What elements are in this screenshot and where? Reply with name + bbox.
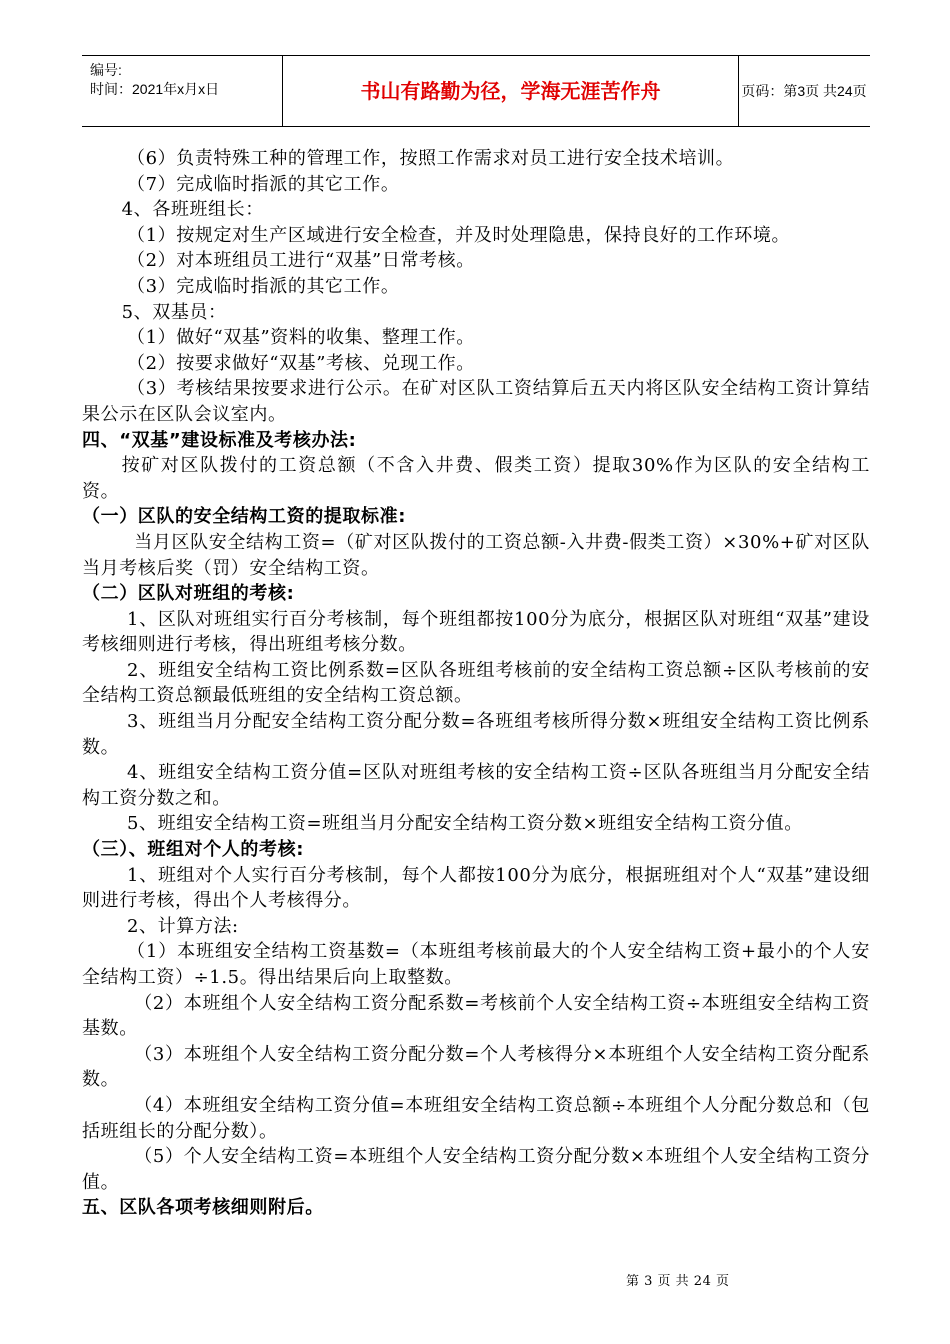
page-footer: 第 3 页 共 24 页 [626, 1274, 730, 1289]
document-number-label: 编号: [90, 62, 122, 78]
paragraph: 4、各班班组长： [121, 199, 264, 221]
document-body [82, 146, 870, 1221]
paragraph: 5、双基员： [121, 301, 227, 323]
section-heading: 五、区队各项考核细则附后。 [82, 1197, 324, 1219]
paragraph: （3）考核结果按要求进行公示。在矿对区队工资结算后五天内将区队安全结构工资计算结果公示在区队会议室内。 [82, 378, 870, 425]
document-date: 时间：2021年x月x日 [90, 81, 220, 97]
section-heading: 四、“双基”建设标准及考核办法: [82, 429, 357, 451]
paragraph: （7）完成临时指派的其它工作。 [127, 173, 400, 195]
paragraph: （3）本班组个人安全结构工资分配分数=个人考核得分×本班组个人安全结构工资分配系数。 [82, 1043, 870, 1091]
paragraph: （2）本班组个人安全结构工资分配系数=考核前个人安全结构工资÷本班组安全结构工资基数。 [82, 992, 870, 1040]
paragraph: （1）做好“双基”资料的收集、整理工作。 [127, 327, 475, 349]
paragraph: 1、区队对班组实行百分考核制，每个班组都按100分为底分，根据区队对班组“双基”建设考核细则进行考核，得出班组考核分数。 [82, 608, 870, 656]
paragraph: 5、班组安全结构工资=班组当月分配安全结构工资分数×班组安全结构工资分值。 [127, 813, 803, 835]
header-meta [82, 56, 282, 126]
paragraph: （4）本班组安全结构工资分值=本班组安全结构工资总额÷本班组个人分配分数总和（包括班组长的分配分数）。 [82, 1094, 870, 1142]
paragraph: 2、计算方法: [127, 915, 239, 937]
paragraph: 按矿对区队拨付的工资总额（不含入井费、假类工资）提取30%作为区队的安全结构工资。 [82, 455, 870, 502]
page-header [82, 55, 870, 127]
paragraph: （6）负责特殊工种的管理工作，按照工作需求对员工进行安全技术培训。 [127, 148, 735, 169]
paragraph: 1、班组对个人实行百分考核制，每个人都按100分为底分，根据班组对个人“双基”建设细则进行考核，得出个人考核得分。 [82, 864, 870, 912]
paragraph: 4、班组安全结构工资分值=区队对班组考核的安全结构工资÷区队各班组当月分配安全结构工资分数之和。 [82, 762, 870, 809]
paragraph: （5）个人安全结构工资=本班组个人安全结构工资分配分数×本班组个人安全结构工资分值。 [82, 1146, 870, 1193]
paragraph: 3、班组当月分配安全结构工资分配分数=各班组考核所得分数×班组安全结构工资比例系数。 [82, 711, 870, 758]
header-motto: 书山有路勤为径，学海无涯苦作舟 [282, 56, 739, 126]
paragraph: （1）本班组安全结构工资基数=（本班组考核前最大的个人安全结构工资+最小的个人安全结构工资）÷1.5。得出结果后向上取整数。 [82, 941, 870, 988]
paragraph: （2）按要求做好“双基”考核、兑现工作。 [127, 352, 475, 374]
subsection-heading: （一）区队的安全结构工资的提取标准: [82, 506, 406, 528]
paragraph: 2、班组安全结构工资比例系数=区队各班组考核前的安全结构工资总额÷区队考核前的安全结构工资总额最低班组的安全结构工资总额。 [82, 659, 870, 707]
paragraph: （3）完成临时指派的其它工作。 [127, 275, 400, 297]
subsection-heading: （三）、班组对个人的考核: [82, 839, 304, 861]
subsection-heading: （二）区队对班组的考核: [82, 583, 295, 605]
paragraph: （1）按规定对生产区域进行安全检查，并及时处理隐患，保持良好的工作环境。 [127, 224, 791, 246]
paragraph: 当月区队安全结构工资=（矿对区队拨付的工资总额-入井费-假类工资）×30%+矿对区队当月考核后奖（罚）安全结构工资。 [82, 531, 870, 579]
header-page-info: 页码：第3页 共24页 [741, 83, 867, 99]
paragraph: （2）对本班组员工进行“双基”日常考核。 [127, 250, 475, 272]
